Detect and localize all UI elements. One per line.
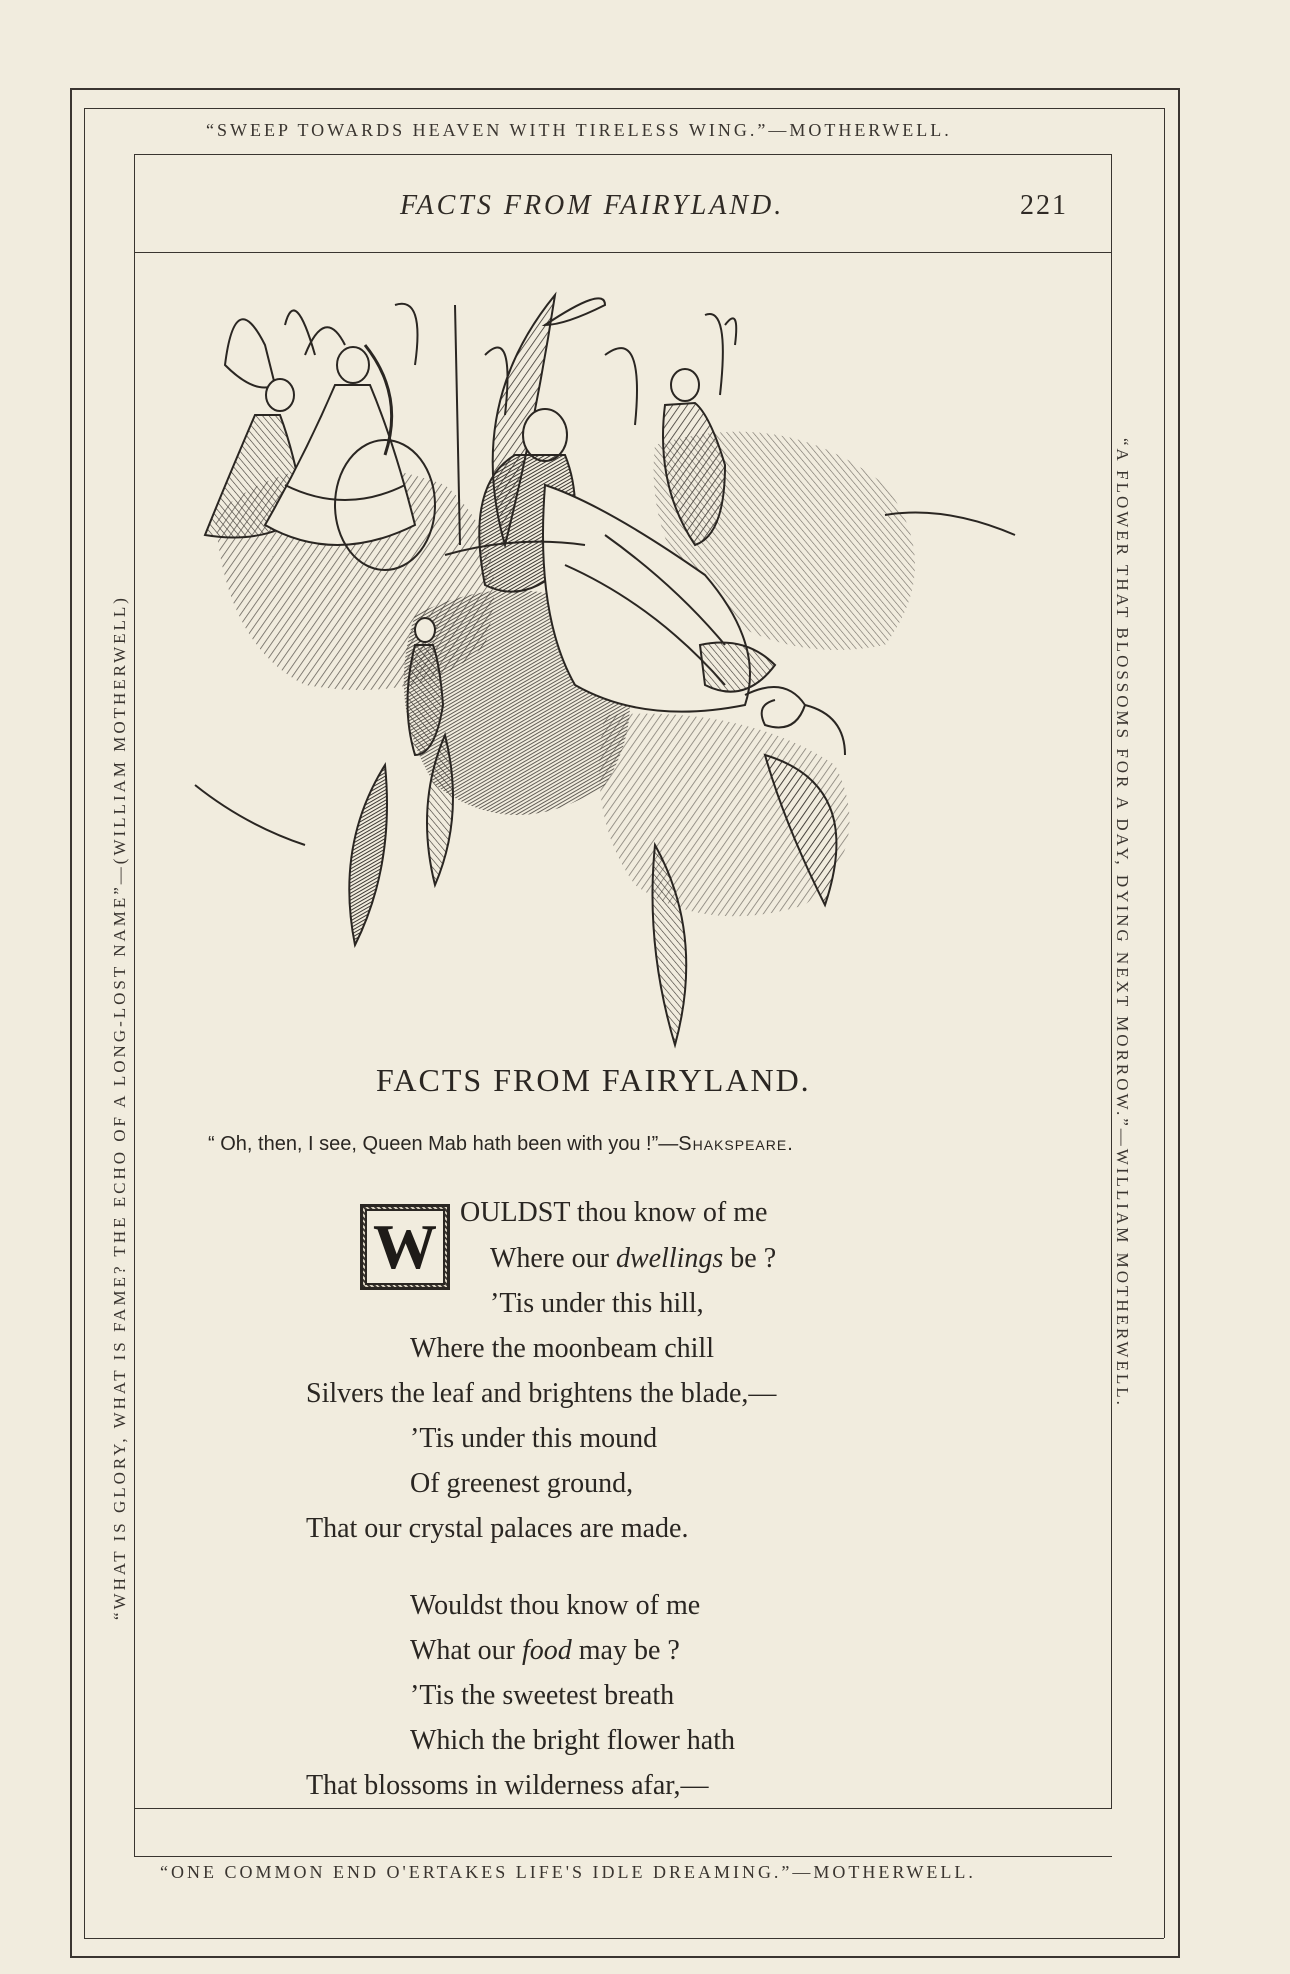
verse-line: Where the moonbeam chill [410,1333,714,1364]
chapter-title: FACTS FROM FAIRYLAND. [376,1062,811,1098]
verse-text: be ? [723,1243,777,1274]
inner-frame-base-rule [134,1856,1112,1857]
fairy-center-left [265,304,418,545]
verse-line: ’Tis the sweetest breath [410,1680,675,1711]
page-number: 221 [1020,190,1068,221]
running-head-title: FACTS FROM FAIRYLAND. [400,190,785,221]
verse-line: Which the bright flower hath [410,1725,736,1756]
verse-italic: food [521,1635,572,1666]
verse-line [490,1243,776,1275]
verse-line [410,1635,680,1667]
drop-cap-letter: W [365,1209,445,1285]
epigraph-author: Shakspeare. [678,1133,794,1155]
verse-text: Where our [490,1243,616,1274]
drop-cap-box [360,1204,450,1290]
inner-frame-bottom-rule [134,1808,1112,1809]
frame-right-inner-rule [1164,108,1165,1938]
verse-line: Silvers the leaf and brightens the blade,— [306,1378,777,1409]
verse-text: What our [410,1635,522,1666]
inner-frame-top-rule [134,154,1112,155]
verse-line: That blossoms in wilderness afar,— [306,1770,709,1801]
frame-top-outer-rule [70,88,1178,90]
verse-text: may be ? [571,1635,680,1666]
right-border-quote: “A FLOWER THAT BLOSSOMS FOR A DAY, DYING NEXT MORROW.”—WILLIAM MOTHERWELL. [1113,438,1132,1408]
frame-left-inner-rule [84,108,85,1938]
frame-top-inner-rule [84,108,1164,109]
fairies-engraving-illustration [185,285,1065,1055]
inner-frame-left-rule [134,154,135,1856]
epigraph [208,1133,794,1156]
verse-line: ’Tis under this hill, [490,1288,704,1319]
verse-italic: dwellings [615,1243,724,1274]
verse-line: That our crystal palaces are made. [306,1513,689,1544]
verse-line: Of greenest ground, [410,1468,634,1499]
frame-left-outer-rule [70,88,72,1958]
verse-line: Wouldst thou know of me [410,1590,701,1621]
verse-line: OULDST thou know of me [460,1197,768,1228]
left-border-quote: “WHAT IS GLORY, WHAT IS FAME? THE ECHO OF A LONG-LOST NAME”—(WILLIAM MOTHERWELL) [110,595,129,1620]
frame-right-outer-rule [1178,88,1180,1958]
epigraph-text: “ Oh, then, I see, Queen Mab hath been with you !”— [208,1133,679,1155]
bottom-border-quote: “ONE COMMON END O'ERTAKES LIFE'S IDLE DREAMING.”—MOTHERWELL. [160,1862,976,1882]
verse-line: ’Tis under this mound [410,1423,658,1454]
inner-frame-head-rule [134,252,1112,253]
frame-bottom-outer-rule [70,1956,1180,1958]
frame-bottom-inner-rule [84,1938,1164,1939]
top-border-quote: “SWEEP TOWARDS HEAVEN WITH TIRELESS WING.”—MOTHERWELL. [206,120,952,140]
